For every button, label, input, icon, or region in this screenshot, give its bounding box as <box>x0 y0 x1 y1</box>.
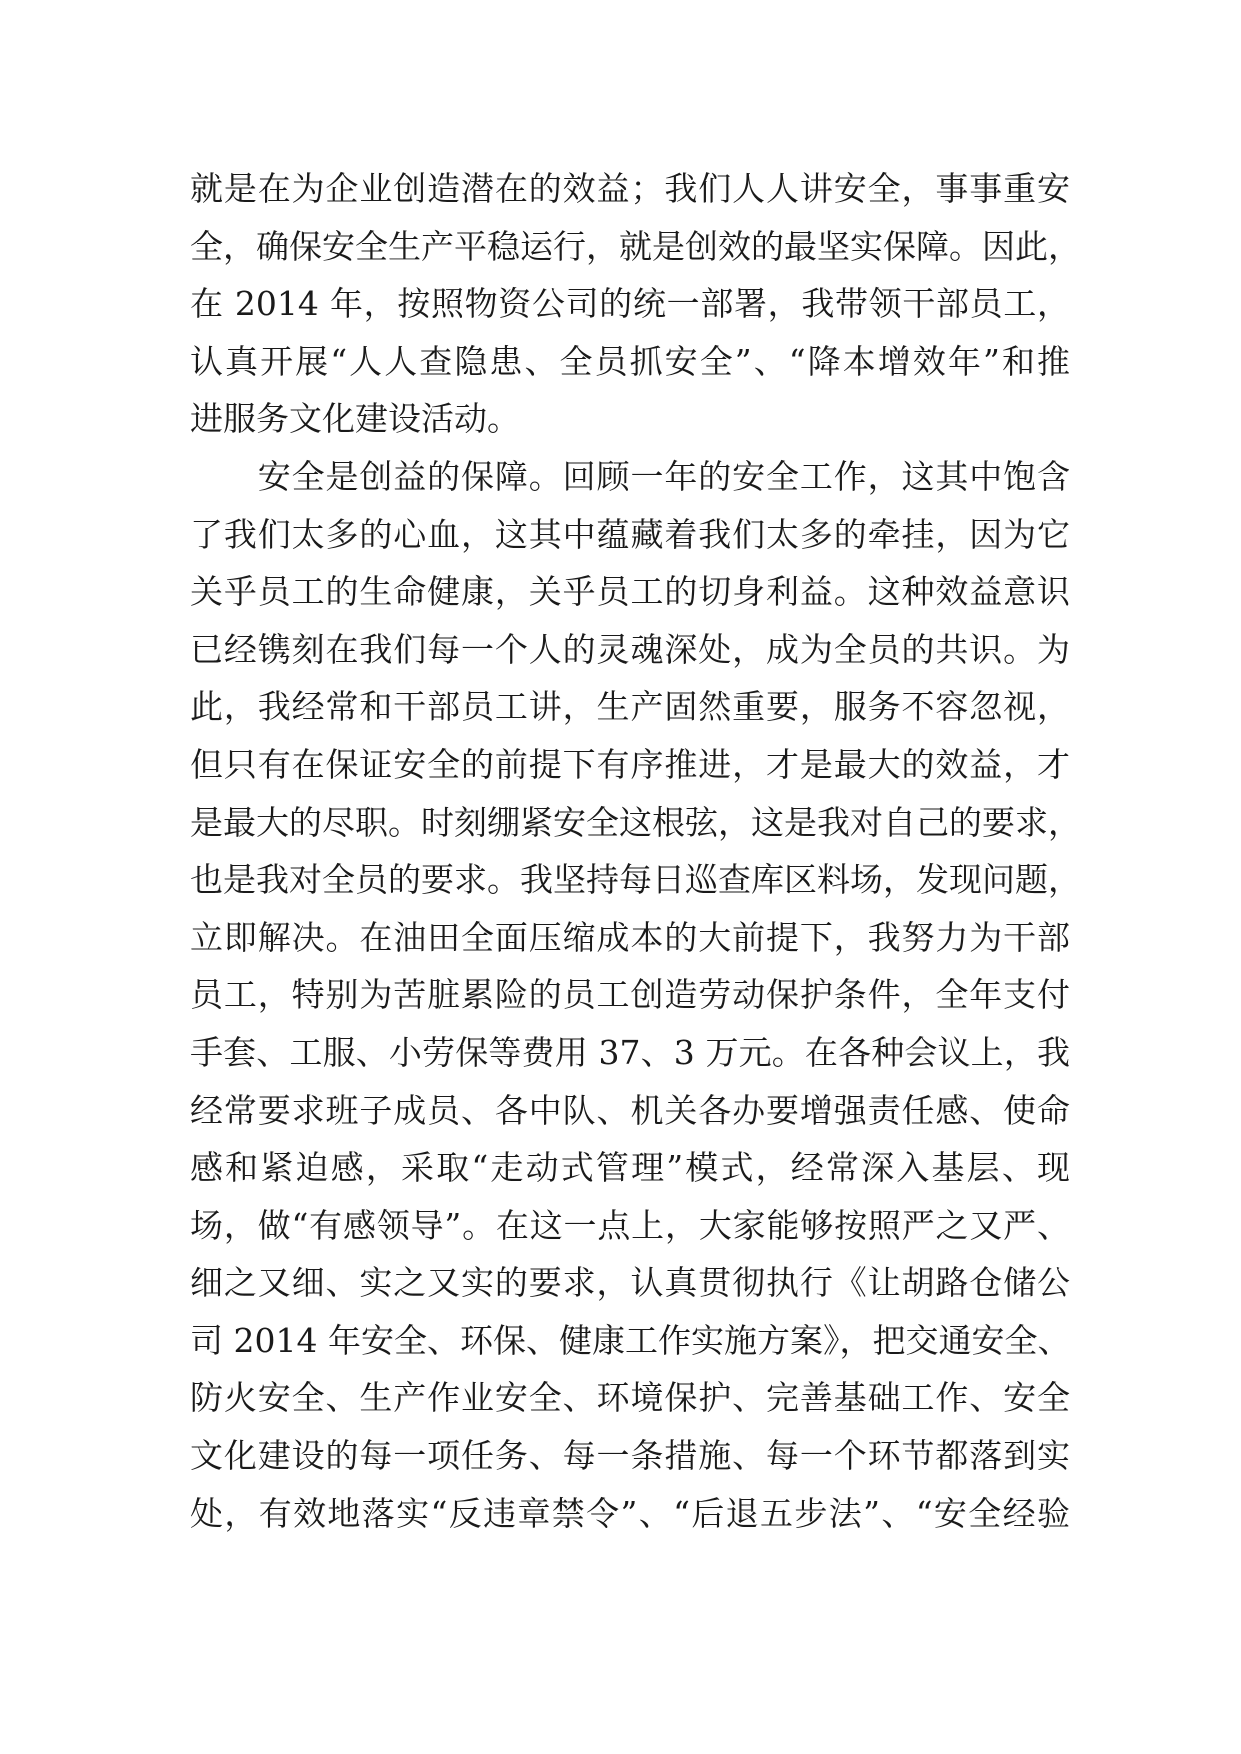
body-text <box>190 160 1081 1542</box>
text-line: 安全是创益的保障。回顾一年的安全工作，这其中饱含 <box>190 456 1070 496</box>
text-line: 立即解决。在油田全面压缩成本的大前提下，我努力为干部 <box>190 917 1070 957</box>
text-line: 在 2014 年，按照物资公司的统一部署，我带领干部员工， <box>190 284 1070 324</box>
text-line: 认真开展“人人查隐患、全员抓安全”、“降本增效年”和推 <box>190 341 1070 381</box>
text-line: 了我们太多的心血，这其中蕴藏着我们太多的牵挂，因为它 <box>190 514 1070 554</box>
text-line: 但只有在保证安全的前提下有序推进，才是最大的效益，才 <box>190 744 1070 784</box>
text-line: 处，有效地落实“反违章禁令”、“后退五步法”、“安全经验 <box>190 1493 1070 1533</box>
text-line: 文化建设的每一项任务、每一条措施、每一个环节都落到实 <box>190 1436 1070 1476</box>
text-line: 手套、工服、小劳保等费用 37、3 万元。在各种会议上，我 <box>190 1032 1070 1072</box>
text-line: 也是我对全员的要求。我坚持每日巡查库区料场，发现问题， <box>190 860 1081 900</box>
text-line: 司 2014 年安全、环保、健康工作实施方案》，把交通安全、 <box>190 1320 1071 1360</box>
text-line: 是最大的尽职。时刻绷紧安全这根弦，这是我对自己的要求， <box>190 802 1081 842</box>
text-line: 感和紧迫感，采取“走动式管理”模式，经常深入基层、现 <box>190 1148 1070 1188</box>
text-line: 关乎员工的生命健康，关乎员工的切身利益。这种效益意识 <box>190 572 1070 612</box>
text-line: 就是在为企业创造潜在的效益；我们人人讲安全，事事重安 <box>190 169 1070 208</box>
text-line: 细之又细、实之又实的要求，认真贯彻执行《让胡路仓储公 <box>190 1263 1070 1303</box>
text-line: 已经镌刻在我们每一个人的灵魂深处，成为全员的共识。为 <box>190 629 1070 669</box>
text-line: 防火安全、生产作业安全、环境保护、完善基础工作、安全 <box>190 1378 1070 1418</box>
text-line: 进服务文化建设活动。 <box>190 399 520 439</box>
text-line: 此，我经常和干部员工讲，生产固然重要，服务不容忽视， <box>190 687 1070 727</box>
text-line: 经常要求班子成员、各中队、机关各办要增强责任感、使命 <box>190 1090 1070 1130</box>
text-line: 场，做“有感领导”。在这一点上，大家能够按照严之又严、 <box>190 1205 1070 1245</box>
text-line: 员工，特别为苦脏累险的员工创造劳动保护条件，全年支付 <box>190 975 1070 1015</box>
text-line: 全，确保安全生产平稳运行，就是创效的最坚实保障。因此， <box>190 226 1081 266</box>
